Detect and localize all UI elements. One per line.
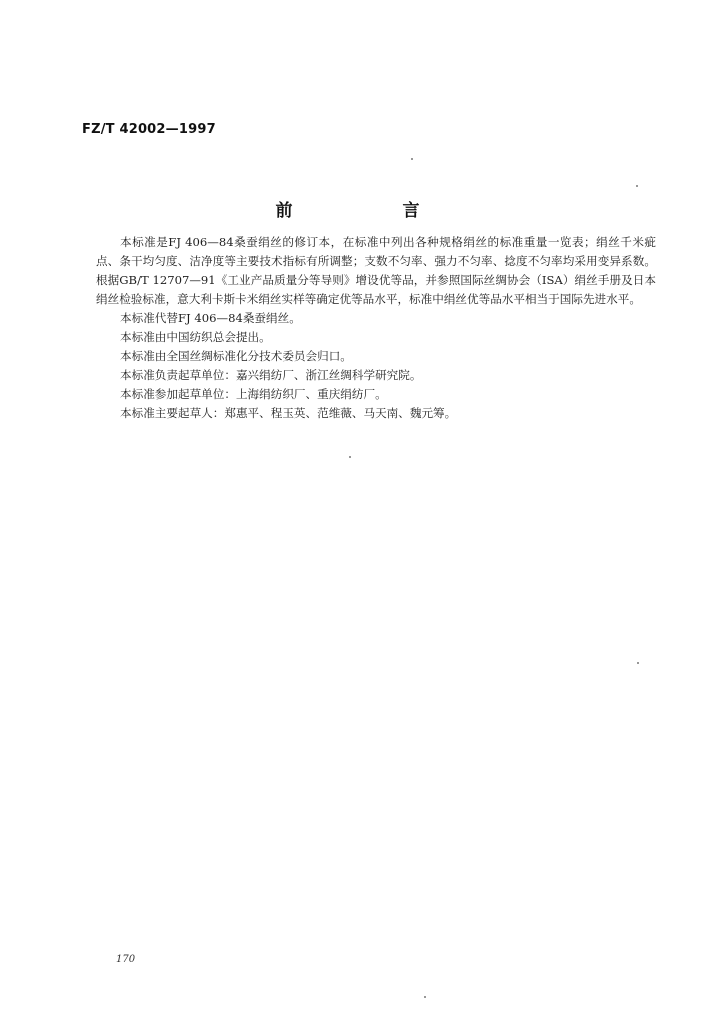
page-title: 前 言 xyxy=(275,201,472,221)
body-paragraph: 本标准代替FJ 406—84桑蚕绢丝。 xyxy=(120,311,301,325)
scan-speck xyxy=(636,185,638,187)
document-code: FZ/T 42002—1997 xyxy=(82,122,216,137)
body-paragraph: 本标准负责起草单位：嘉兴绢纺厂、浙江丝绸科学研究院。 xyxy=(120,368,422,382)
body-paragraph: 本标准是FJ 406—84桑蚕绢丝的修订本，在标准中列出各种规格绢丝的标准重量一览表；绢丝千米疵点、条干均匀度、洁净度等主要技术指标有所调整；支数不匀率、强力不匀率、捻度不匀率均采用变异系数。根据GB/T 12707—91《工业产品质量分等导则》增设优等品，并参照国际丝绸协会（ISA）绢丝手册及日本绢丝检验标准，意大利卡斯卡米绢丝实样等确定优等品水平，标准中绢丝优等品水平相当于国际先进水平。 xyxy=(96,235,656,306)
scan-speck xyxy=(637,662,639,664)
page-number: 170 xyxy=(116,954,136,965)
body-paragraph: 本标准由全国丝绸标准化分技术委员会归口。 xyxy=(120,349,352,363)
body-paragraph: 本标准主要起草人：郑惠平、程玉英、范维薇、马天南、魏元筹。 xyxy=(120,406,457,420)
scan-speck xyxy=(411,158,413,160)
document-body xyxy=(96,233,656,423)
body-paragraph: 本标准由中国纺织总会提出。 xyxy=(120,330,271,344)
scan-speck xyxy=(349,456,351,458)
body-paragraph: 本标准参加起草单位：上海绢纺织厂、重庆绢纺厂。 xyxy=(120,387,387,401)
scan-speck xyxy=(424,996,426,998)
